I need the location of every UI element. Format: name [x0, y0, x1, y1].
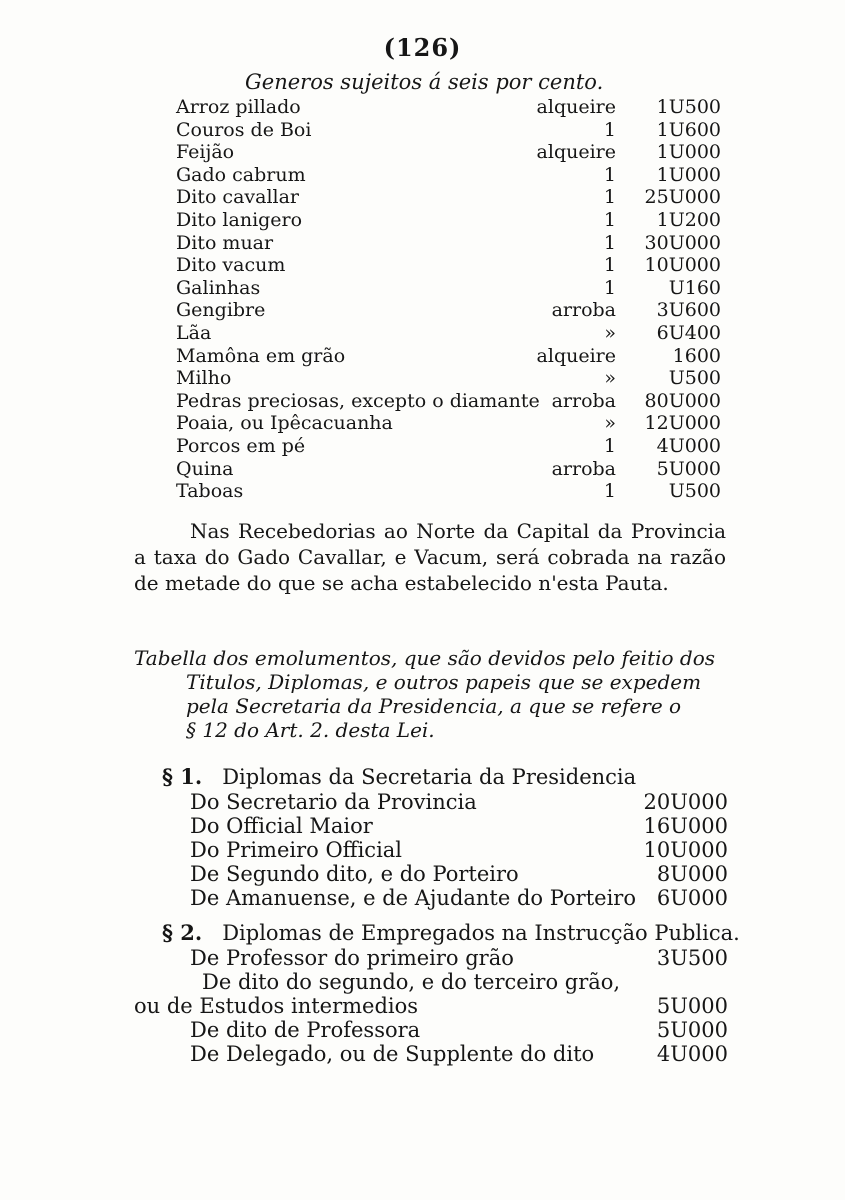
- fee-row: [134, 838, 734, 862]
- goods-unit: 1: [603, 118, 616, 141]
- goods-unit: »: [604, 412, 616, 435]
- goods-unit: arroba: [551, 299, 616, 322]
- goods-value: 1U200: [656, 208, 721, 231]
- goods-item: Mamôna em grão: [176, 344, 346, 367]
- goods-item: Gengibre: [176, 299, 266, 322]
- goods-item: Galinhas: [176, 276, 261, 299]
- fee-value: 8U000: [656, 862, 728, 886]
- tabella-line-1: Tabella dos emolumentos, que são devidos pelo feitio dos: [134, 646, 716, 670]
- fee-value: 10U000: [643, 838, 728, 862]
- goods-unit: 1: [603, 208, 616, 231]
- fee-label: De Professor do primeiro grão: [190, 946, 514, 970]
- goods-value: 4U000: [656, 434, 721, 457]
- goods-row: [176, 345, 721, 368]
- goods-row: [176, 277, 721, 300]
- goods-value: U500: [668, 480, 721, 503]
- goods-unit: »: [604, 321, 616, 344]
- goods-unit: »: [604, 367, 616, 390]
- goods-item: Quina: [176, 457, 234, 480]
- goods-value: 1U500: [656, 96, 721, 118]
- section-2-heading: [134, 920, 740, 946]
- fee-label: De Segundo dito, e do Porteiro: [190, 862, 519, 886]
- fee-value: 16U000: [643, 814, 728, 838]
- tabella-line-2: Titulos, Diplomas, e outros papeis que se expedem: [186, 670, 702, 694]
- tabella-heading: [134, 646, 726, 742]
- goods-table: [176, 96, 721, 503]
- fee-row: [134, 1018, 734, 1042]
- fee-label: De dito do segundo, e do terceiro grão,: [202, 970, 621, 994]
- section-2-sign: § 2.: [162, 920, 203, 945]
- goods-unit: 1: [603, 434, 616, 457]
- goods-unit: 1: [603, 231, 616, 254]
- goods-unit: 1: [603, 480, 616, 503]
- section-1: [134, 764, 734, 910]
- goods-value: 25U000: [644, 186, 721, 209]
- fee-row: [134, 1042, 734, 1066]
- goods-row: [176, 299, 721, 322]
- note-text: Nas Recebedorias ao Norte da Capital da Provincia a taxa do Gado Cavallar, e Vacum, será cobrada na razão de metade do que se acha estabelecido n'esta Pauta.: [134, 519, 726, 595]
- section-1-sign: § 1.: [162, 764, 203, 789]
- goods-item: Poaia, ou Ipêcacuanha: [176, 412, 393, 435]
- fee-value: 5U000: [656, 1018, 728, 1042]
- goods-item: Milho: [176, 367, 232, 390]
- goods-item: Dito muar: [176, 231, 274, 254]
- fee-label: De Delegado, ou de Supplente do dito: [190, 1042, 595, 1066]
- goods-unit: arroba: [551, 389, 616, 412]
- fee-value: 3U500: [656, 946, 728, 970]
- section-2: [134, 920, 740, 1066]
- goods-unit: alqueire: [536, 96, 616, 118]
- section-title: Generos sujeitos á seis por cento.: [245, 70, 604, 94]
- goods-item: Dito cavallar: [176, 186, 300, 209]
- goods-value: 5U000: [656, 457, 721, 480]
- fee-value: 20U000: [643, 790, 728, 814]
- fee-label: Do Primeiro Official: [190, 838, 403, 862]
- goods-item: Taboas: [176, 480, 244, 503]
- fee-value: 6U000: [656, 886, 728, 910]
- goods-row: [176, 186, 721, 209]
- goods-row: [176, 480, 721, 503]
- section-2-title: Diplomas de Empregados na Instrucção Publica.: [222, 921, 740, 945]
- goods-value: 1U600: [656, 118, 721, 141]
- note-paragraph: [134, 518, 726, 596]
- goods-value: 6U400: [656, 321, 721, 344]
- goods-unit: 1: [603, 163, 616, 186]
- goods-row: [176, 458, 721, 481]
- goods-value: 1U000: [656, 163, 721, 186]
- fee-label: Do Secretario da Provincia: [190, 790, 477, 814]
- fee-row: [134, 970, 734, 994]
- goods-item: Arroz pillado: [176, 96, 301, 118]
- fee-row: [134, 886, 734, 910]
- goods-value: 12U000: [644, 412, 721, 435]
- goods-item: Pedras preciosas, excepto o diamante: [176, 389, 540, 412]
- goods-unit: alqueire: [536, 141, 616, 164]
- goods-item: Dito lanigero: [176, 208, 303, 231]
- tabella-line-4: § 12 do Art. 2. desta Lei.: [186, 718, 435, 742]
- page-number: (126): [383, 33, 462, 62]
- goods-row: [176, 390, 721, 413]
- goods-row: [176, 322, 721, 345]
- fee-value: 4U000: [656, 1042, 728, 1066]
- section-1-rows: [134, 790, 734, 910]
- fee-label: Do Official Maior: [190, 814, 373, 838]
- goods-row: [176, 209, 721, 232]
- goods-row: [176, 254, 721, 277]
- fee-label: De dito de Professora: [190, 1018, 421, 1042]
- goods-item: Porcos em pé: [176, 434, 306, 457]
- fee-row: [134, 790, 734, 814]
- goods-item: Dito vacum: [176, 254, 286, 277]
- goods-row: [176, 119, 721, 142]
- goods-row: [176, 435, 721, 458]
- goods-value: 1600: [672, 344, 721, 367]
- fee-label: ou de Estudos intermedios: [134, 994, 419, 1018]
- goods-value: 1U000: [656, 141, 721, 164]
- goods-row: [176, 412, 721, 435]
- goods-value: 80U000: [644, 389, 721, 412]
- fee-row: [134, 946, 734, 970]
- fee-label: De Amanuense, e de Ajudante do Porteiro: [190, 886, 636, 910]
- section-1-heading: [134, 764, 734, 790]
- goods-value: 3U600: [656, 299, 721, 322]
- goods-value: 30U000: [644, 231, 721, 254]
- goods-item: Couros de Boi: [176, 118, 312, 141]
- tabella-line-3: pela Secretaria da Presidencia, a que se refere o: [186, 694, 682, 718]
- goods-value: 10U000: [644, 254, 721, 277]
- goods-value: U500: [668, 367, 721, 390]
- goods-row: [176, 141, 721, 164]
- goods-unit: alqueire: [536, 344, 616, 367]
- goods-item: Gado cabrum: [176, 163, 306, 186]
- goods-unit: 1: [603, 276, 616, 299]
- goods-row: [176, 96, 721, 119]
- fee-value: 5U000: [656, 994, 728, 1018]
- section-1-title: Diplomas da Secretaria da Presidencia: [222, 765, 637, 789]
- goods-item: Lãa: [176, 321, 212, 344]
- goods-row: [176, 164, 721, 187]
- goods-item: Feijão: [176, 141, 235, 164]
- goods-value: U160: [668, 276, 721, 299]
- goods-unit: arroba: [551, 457, 616, 480]
- goods-row: [176, 232, 721, 255]
- fee-row: [134, 814, 734, 838]
- fee-row: [134, 862, 734, 886]
- goods-unit: 1: [603, 186, 616, 209]
- fee-row: [134, 994, 734, 1018]
- goods-row: [176, 367, 721, 390]
- goods-unit: 1: [603, 254, 616, 277]
